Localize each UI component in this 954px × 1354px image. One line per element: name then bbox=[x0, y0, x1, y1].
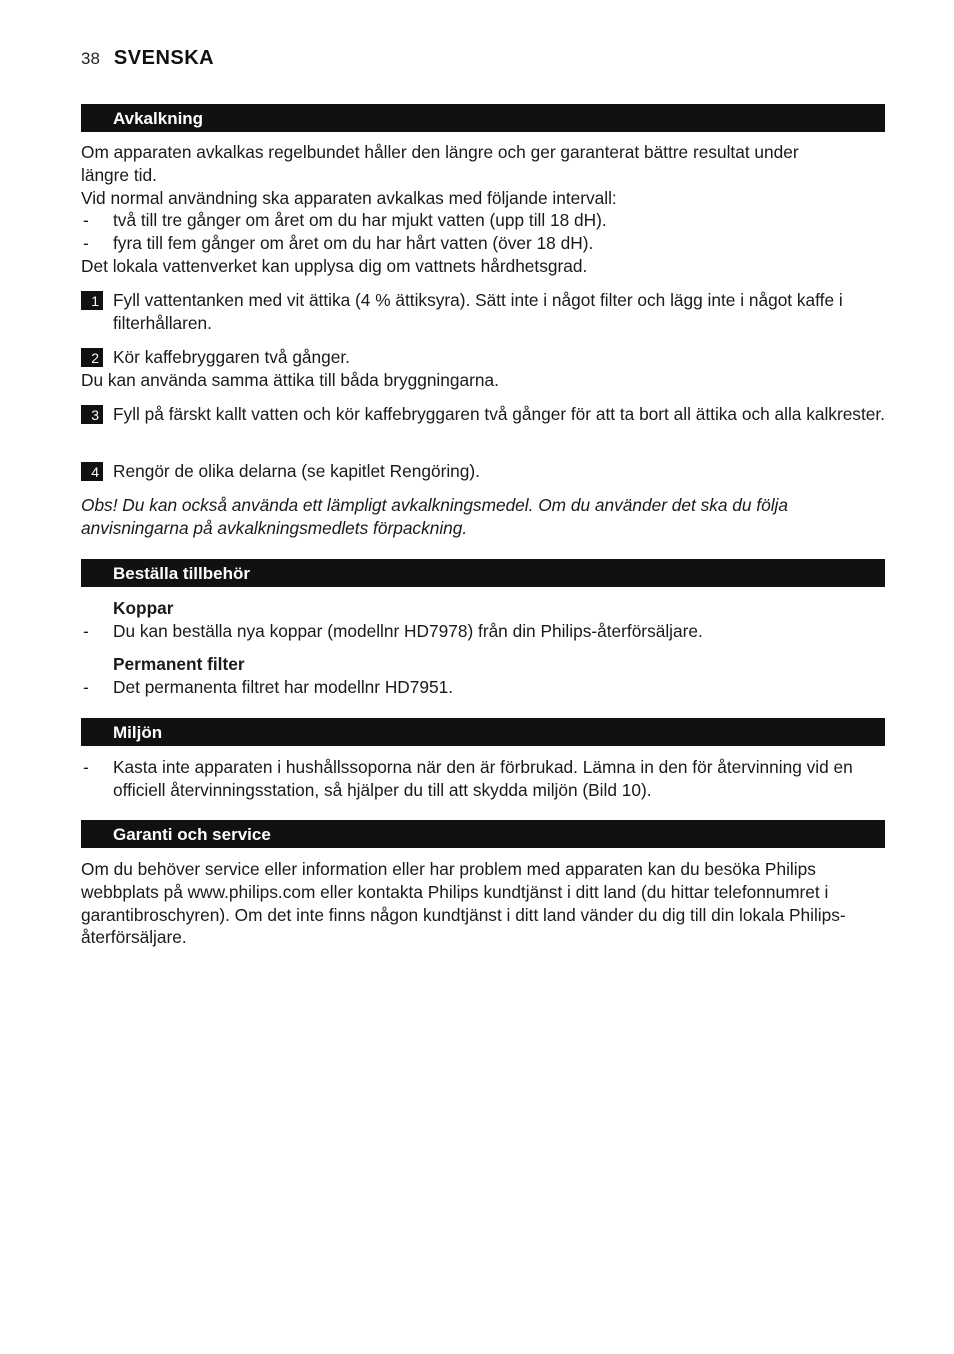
list-item: - Kasta inte apparaten i hushållssoporna när den är förbrukad. Lämna in den för återvinning vid en officiell återvinningsstation, så hjälper du till att skydda miljön (Bild 10). bbox=[81, 756, 873, 802]
page-header bbox=[81, 47, 214, 70]
descaling-intro: Om apparaten avkalkas regelbundet håller den längre och ger garanterat bättre resultat under längre tid. bbox=[81, 142, 799, 185]
step-2-note: Du kan använda samma ättika till båda bryggningarna. bbox=[81, 369, 499, 390]
list-item: - Det permanenta filtret har modellnr HD7951. bbox=[81, 676, 885, 699]
descaling-interval-lead: Vid normal användning ska apparaten avkalkas med följande intervall: bbox=[81, 187, 617, 208]
step-number: 3 bbox=[81, 405, 103, 424]
step-text: Fyll vattentanken med vit ättika (4 % ättiksyra). Sätt inte i något filter och lägg inte i något kaffe i filterhållaren. bbox=[113, 290, 843, 333]
step-1 bbox=[81, 289, 885, 335]
step-text: Kör kaffebryggaren två gånger. bbox=[113, 347, 350, 367]
page-number: 38 bbox=[81, 49, 100, 68]
section-heading-environment: Miljön bbox=[81, 718, 885, 746]
descaling-obs-note: Obs! Du kan också använda ett lämpligt avkalkningsmedel. Om du använder det ska du följa anvisningarna på avkalkningsmedlets förpackning. bbox=[81, 495, 789, 538]
list-item: - fyra till fem gånger om året om du har hårt vatten (över 18 dH). bbox=[81, 232, 885, 255]
cups-subheading: Koppar bbox=[113, 598, 174, 618]
section-heading-accessories: Beställa tillbehör bbox=[81, 559, 885, 587]
descaling-local-note: Det lokala vattenverket kan upplysa dig om vattnets hårdhetsgrad. bbox=[81, 255, 588, 276]
step-number: 4 bbox=[81, 462, 103, 481]
step-number: 2 bbox=[81, 348, 103, 367]
descaling-intro-block bbox=[81, 141, 885, 278]
accessories-block bbox=[81, 597, 885, 643]
filter-subheading: Permanent filter bbox=[113, 654, 245, 674]
step-text: Fyll på färskt kallt vatten och kör kaffebryggaren två gånger för att ta bort all ättika och alla kalkrester. bbox=[113, 404, 885, 424]
list-item: - Du kan beställa nya koppar (modellnr HD7978) från din Philips-återförsäljare. bbox=[81, 620, 885, 643]
filter-block bbox=[81, 653, 885, 699]
section-heading-warranty: Garanti och service bbox=[81, 820, 885, 848]
step-number: 1 bbox=[81, 291, 103, 310]
step-4 bbox=[81, 460, 885, 483]
step-3 bbox=[81, 403, 885, 426]
step-2 bbox=[81, 346, 885, 392]
step-text: Rengör de olika delarna (se kapitlet Rengöring). bbox=[113, 461, 480, 481]
language-title: SVENSKA bbox=[113, 47, 215, 69]
warranty-text: Om du behöver service eller information eller har problem med apparaten kan du besöka Philips webbplats på www.philips.com eller kontakta Philips kundtjänst i ditt land (du hittar telefonnumret i garantibroschyren). Om det inte finns någon kundtjänst i ditt land vänder du dig till din lokala Philips-återförsäljare. bbox=[81, 859, 846, 948]
list-item: - två till tre gånger om året om du har mjukt vatten (upp till 18 dH). bbox=[81, 209, 885, 232]
section-heading-descaling: Avkalkning bbox=[81, 104, 885, 132]
environment-block bbox=[81, 756, 885, 802]
